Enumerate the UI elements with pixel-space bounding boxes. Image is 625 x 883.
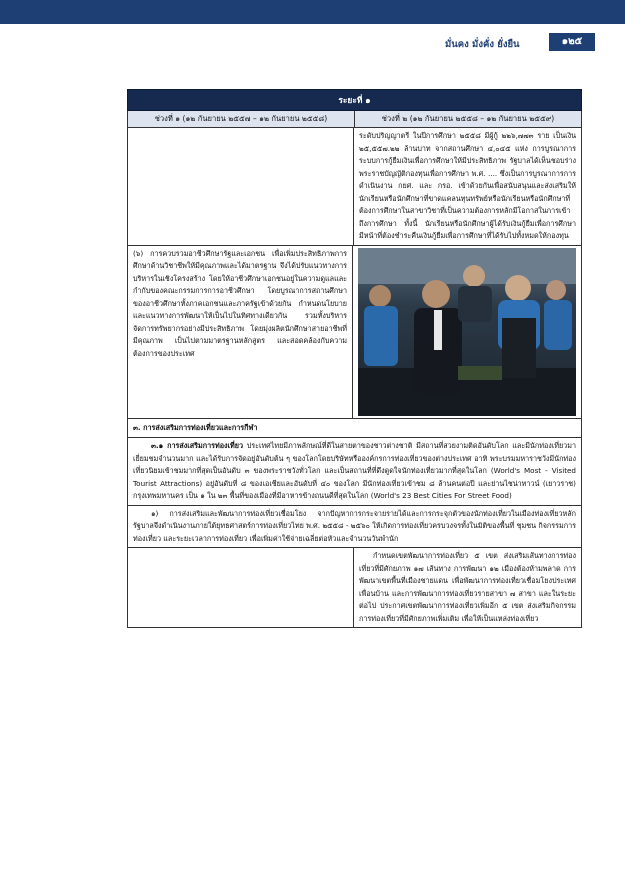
column-header-right: ช่วงที่ ๒ (๑๒ กันยายน ๒๕๕๘ – ๑๒ กันยายน ๒๕๕๙) bbox=[381, 114, 555, 123]
page-number: ๑๒๕ bbox=[549, 33, 595, 51]
tourism-promotion-paragraph bbox=[127, 438, 582, 506]
column-header-left: ช่วงที่ ๑ (๑๒ กันยายน ๒๕๕๗ – ๑๒ กันยายน ๒๕๕๘) bbox=[128, 111, 355, 127]
vocational-merger-text: (๖) การควบรวมอาชีวศึกษารัฐและเอกชน เพื่อเพิ่มประสิทธิภาพการศึกษาด้านวิชาชีพให้มีคุณภาพและได้มาตรฐาน จึงได้ปรับแนวทางการบริหารในเชิงโครงสร้าง โดยให้อาชีวศึกษาเอกชนอยู่ในความดูแลและกำกับของคณะกรรมการการอาชีวศึกษา โดยบูรณาการสถานศึกษาของอาชีวศึกษาทั้งภาคเอกชนและภาครัฐเข้าด้วยกัน กำหนดนโยบายและแนวทางการพัฒนาให้เป็นไปในทิศทางเดียวกัน รวมทั้งบริหารจัดการทรัพยากรอย่างมีประสิทธิภาพ โดยมุ่งผลิตนักศึกษาสายอาชีพที่มีคุณภาพ เป็นไปตามมาตรฐานหลักสูตร และสอดคล้องกับความต้องการของประเทศ bbox=[128, 246, 353, 418]
empty-cell bbox=[128, 548, 354, 627]
empty-cell bbox=[128, 128, 354, 245]
section-heading-tourism: ๓. การส่งเสริมการท่องเที่ยวและการกีฬา bbox=[127, 419, 582, 439]
top-banner bbox=[0, 0, 625, 24]
table-row bbox=[127, 128, 582, 246]
table-row bbox=[127, 246, 582, 419]
loan-fund-text: ระดับปริญญาตรี ในปีการศึกษา ๒๕๕๘ มีผู้กู้ ๒๒๖,๗๗๓ ราย เป็นเงิน ๒๕,๕๕๗.๒๒ ล้านบาท จากสถานศึกษา ๔,๐๔๕ แห่ง การบูรณาการระบบการกู้ยืมเงินเพื่อการศึกษาให้มีประสิทธิภาพ รัฐบาลได้เห็นชอบร่าง พระราชบัญญัติกองทุนเพื่อการศึกษา พ.ศ. .... ซึ่งเป็นการบูรณาการการดำเนินงาน กยศ. และ กรอ. เข้าด้วยกันเพื่อสนับสนุนและส่งเสริมให้นักเรียนหรือนักศึกษาที่ขาดแคลนทุนทรัพย์หรือนักเรียนหรือนักศึกษาที่ต้องการศึกษาในสาขาวิชาที่เป็นความต้องการหลักมีโอกาสในการเข้าถึงการศึกษา ทั้งนี้ นักเรียนหรือนักศึกษาผู้ได้รับเงินกู้ยืมเพื่อการศึกษามีหน้าที่ต้องชำระคืนเงินกู้ยืมเพื่อการศึกษาที่ได้รับไปทั้งหมดให้กองทุน bbox=[359, 131, 576, 240]
photo-cell bbox=[353, 246, 581, 418]
tourism-promotion-heading: ๓.๑ การส่งเสริมการท่องเที่ยว bbox=[151, 441, 243, 450]
tourism-zones-text: กำหนดเขตพัฒนาการท่องเที่ยว ๕ เขต ส่งเสริมเส้นทางการท่องเที่ยวที่มีศักยภาพ ๑๗ เส้นทาง การพัฒนา ๑๒ เมืองต้องห้ามพลาด การพัฒนาเขตพื้นที่เมืองชายแดน เพื่อพัฒนาการท่องเที่ยวเชื่อมโยงประเทศเพื่อนบ้าน และการพัฒนาการท่องเที่ยวรายสาขา ๗ สาขา และในระยะต่อไป ประกาศเขตพัฒนาการท่องเที่ยวเพิ่มอีก ๕ เขต ส่งเสริมกิจกรรมการท่องเที่ยวที่มีศักยภาพเพิ่มเติม เพื่อให้เป็นแหล่งท่องเที่ยว bbox=[359, 551, 576, 623]
linked-tourism-paragraph: ๑) การส่งเสริมและพัฒนาการท่องเที่ยวเชื่อมโยง จากปัญหาการกระจายรายได้และการกระจุกตัวของนักท่องเที่ยวในเมืองท่องเที่ยวหลัก รัฐบาลจึงดำเนินงานภายใต้ยุทธศาสตร์การท่องเที่ยวไทย พ.ศ. ๒๕๕๘ - ๒๕๖๐ ให้เกิดการท่องเที่ยวครบวงจรทั้งในมิติของพื้นที่ ชุมชน กิจกรรมการท่องเที่ยว และระยะเวลาการท่องเที่ยว เพื่อเพิ่มค่าใช้จ่ายเฉลี่ยต่อหัวและจำนวนวันพำนัก bbox=[127, 506, 582, 549]
page-motto: มั่นคง มั่งคั่ง ยั่งยืน bbox=[445, 39, 520, 50]
vocational-training-photo bbox=[358, 248, 576, 416]
tourism-promotion-body: ประเทศไทยมีภาพลักษณ์ที่ดีในสายตาของชาวต่างชาติ มีสถานที่สวยงามติดอันดับโลก และมีนักท่องเที่ยวมาเยี่ยมชมจำนวนมาก และได้รับการจัดอยู่อันดับต้น ๆ ของโลกโดยบริษัทหรือองค์กรการท่องเที่ยวของต่างประเทศ อาทิ พระบรมมหาราชวังมีนักท่องเที่ยวนิยมเข้าชมมากที่สุดเป็นอันดับ ๓ ของพระราชวังทั่วโลก และเป็นสถานที่ที่ดึงดูดใจนักท่องเที่ยวมากที่สุดในโลก (World's Most - Visited Tourist Attractions) อยู่อันดับที่ ๘ ของเอเชียและอันดับที่ ๔๐ ของโลก มีนักท่องเที่ยวเข้าชม ๘ ล้านคนต่อปี และย่านไชน่าทาวน์ (เยาวราช) กรุงเทพมหานคร เป็น ๑ ใน ๒๓ พื้นที่ของเมืองที่มีอาหารข้างถนนดีที่สุดในโลก (World's 23 Best Cities For Street Food) bbox=[133, 441, 576, 500]
column-headers bbox=[127, 111, 582, 128]
phase-table bbox=[127, 89, 582, 628]
phase-title: ระยะที่ ๑ bbox=[127, 89, 582, 111]
table-row bbox=[127, 548, 582, 628]
